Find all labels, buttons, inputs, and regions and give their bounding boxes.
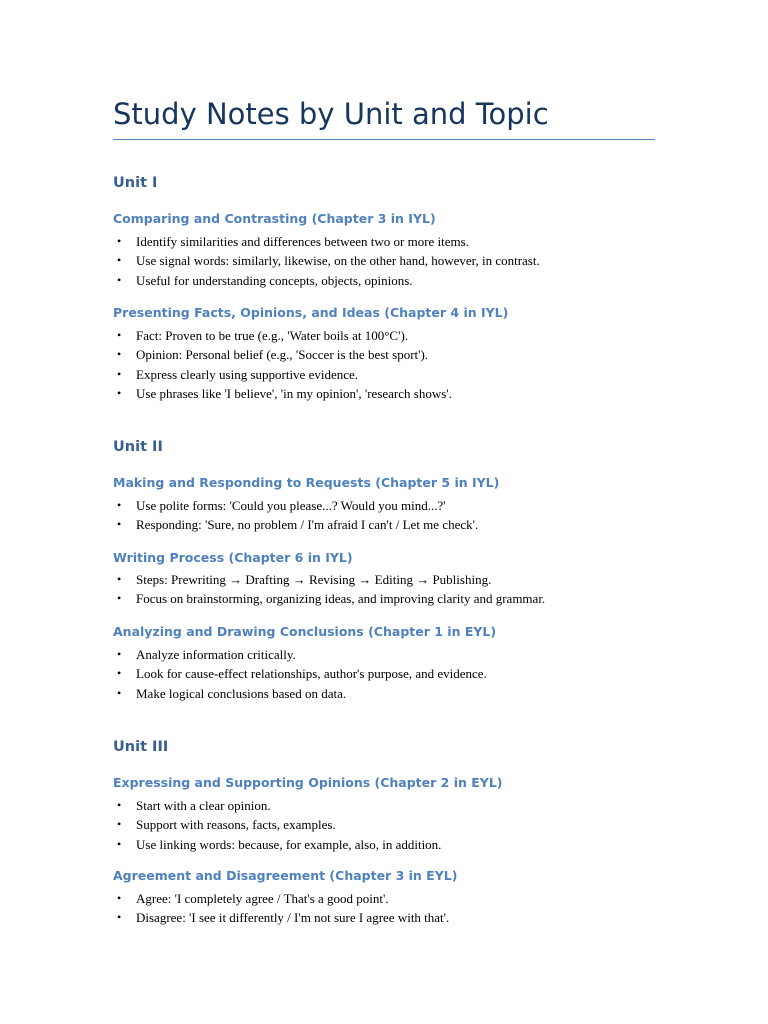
bullet-icon: •	[117, 347, 122, 362]
bullet-list-comparing-contrasting	[113, 232, 540, 290]
list-item	[113, 251, 540, 270]
list-item	[113, 684, 487, 703]
list-item	[113, 271, 540, 290]
bullet-list-expressing-opinions	[113, 796, 441, 854]
list-item-text: Focus on brainstorming, organizing ideas, and improving clarity and grammar.	[136, 591, 546, 607]
list-item	[113, 664, 487, 683]
list-item	[113, 384, 452, 403]
list-item-text: Fact: Proven to be true (e.g., 'Water boils at 100°C').	[136, 328, 409, 343]
page-title: Study Notes by Unit and Topic	[113, 97, 549, 131]
bullet-icon: •	[117, 385, 122, 400]
bullet-list-facts-opinions-ideas	[113, 326, 452, 403]
list-item	[113, 908, 449, 927]
bullet-icon: •	[117, 591, 122, 606]
list-item	[113, 345, 452, 364]
topic-heading-analyzing-conclusions: Analyzing and Drawing Conclusions (Chapter 1 in EYL)	[113, 624, 497, 639]
list-item	[113, 232, 540, 251]
list-item	[113, 496, 478, 515]
bullet-list-requests	[113, 496, 478, 535]
list-item-text: Responding: 'Sure, no problem / I'm afraid I can't / Let me check'.	[136, 517, 479, 533]
bullet-icon: •	[117, 253, 122, 268]
bullet-list-agreement-disagreement	[113, 889, 449, 928]
unit-heading-3: Unit III	[113, 739, 169, 755]
list-item-text: Opinion: Personal belief (e.g., 'Soccer is the best sport').	[136, 347, 429, 363]
bullet-icon: •	[117, 366, 122, 381]
list-item-text: Use phrases like 'I believe', 'in my opinion', 'research shows'.	[136, 385, 452, 401]
list-item-text: Useful for understanding concepts, objects, opinions.	[136, 272, 413, 288]
topic-heading-comparing-contrasting: Comparing and Contrasting (Chapter 3 in IYL)	[113, 211, 436, 226]
bullet-icon: •	[117, 498, 122, 512]
topic-heading-requests: Making and Responding to Requests (Chapter 5 in IYL)	[113, 475, 500, 490]
list-item-text: Use signal words: similarly, likewise, on the other hand, however, in contrast.	[136, 253, 540, 269]
bullet-icon: •	[117, 647, 122, 661]
bullet-icon: •	[117, 272, 122, 287]
list-item-text: Agree: 'I completely agree / That's a good point'.	[136, 891, 389, 906]
list-item-text: Steps: Prewriting → Drafting → Revising → Editing → Publishing.	[136, 572, 492, 587]
topic-heading-agreement-disagreement: Agreement and Disagreement (Chapter 3 in EYL)	[113, 868, 458, 883]
list-item	[113, 570, 545, 589]
list-item	[113, 815, 441, 834]
title-underline	[113, 139, 655, 140]
list-item-text: Use linking words: because, for example, also, in addition.	[136, 836, 442, 852]
list-item-text: Express clearly using supportive evidence.	[136, 366, 359, 382]
bullet-icon: •	[117, 836, 122, 851]
list-item-text: Support with reasons, facts, examples.	[136, 817, 336, 833]
topic-heading-facts-opinions-ideas: Presenting Facts, Opinions, and Ideas (Chapter 4 in IYL)	[113, 305, 509, 320]
bullet-icon: •	[117, 891, 122, 905]
bullet-icon: •	[117, 517, 122, 532]
list-item	[113, 796, 441, 815]
list-item-text: Look for cause-effect relationships, author's purpose, and evidence.	[136, 666, 487, 682]
unit-heading-1: Unit I	[113, 175, 158, 191]
list-item	[113, 365, 452, 384]
list-item	[113, 326, 452, 345]
bullet-icon: •	[117, 572, 122, 586]
list-item-text: Make logical conclusions based on data.	[136, 685, 347, 701]
list-item	[113, 589, 545, 608]
bullet-icon: •	[117, 685, 122, 700]
bullet-icon: •	[117, 798, 122, 812]
list-item	[113, 515, 478, 534]
list-item-text: Identify similarities and differences between two or more items.	[136, 234, 469, 249]
list-item	[113, 889, 449, 908]
bullet-icon: •	[117, 666, 122, 681]
list-item-text: Use polite forms: 'Could you please...? Would you mind...?'	[136, 498, 446, 513]
list-item	[113, 835, 441, 854]
list-item-text: Start with a clear opinion.	[136, 798, 271, 813]
list-item-text: Analyze information critically.	[136, 647, 296, 662]
topic-heading-expressing-opinions: Expressing and Supporting Opinions (Chapter 2 in EYL)	[113, 775, 503, 790]
list-item-text: Disagree: 'I see it differently / I'm not sure I agree with that'.	[136, 910, 450, 926]
bullet-icon: •	[117, 910, 122, 925]
bullet-list-writing-process	[113, 570, 545, 609]
bullet-icon: •	[117, 328, 122, 342]
bullet-icon: •	[117, 817, 122, 832]
unit-heading-2: Unit II	[113, 439, 163, 455]
bullet-list-analyzing-conclusions	[113, 645, 487, 703]
list-item	[113, 645, 487, 664]
topic-heading-writing-process: Writing Process (Chapter 6 in IYL)	[113, 550, 353, 565]
bullet-icon: •	[117, 234, 122, 248]
